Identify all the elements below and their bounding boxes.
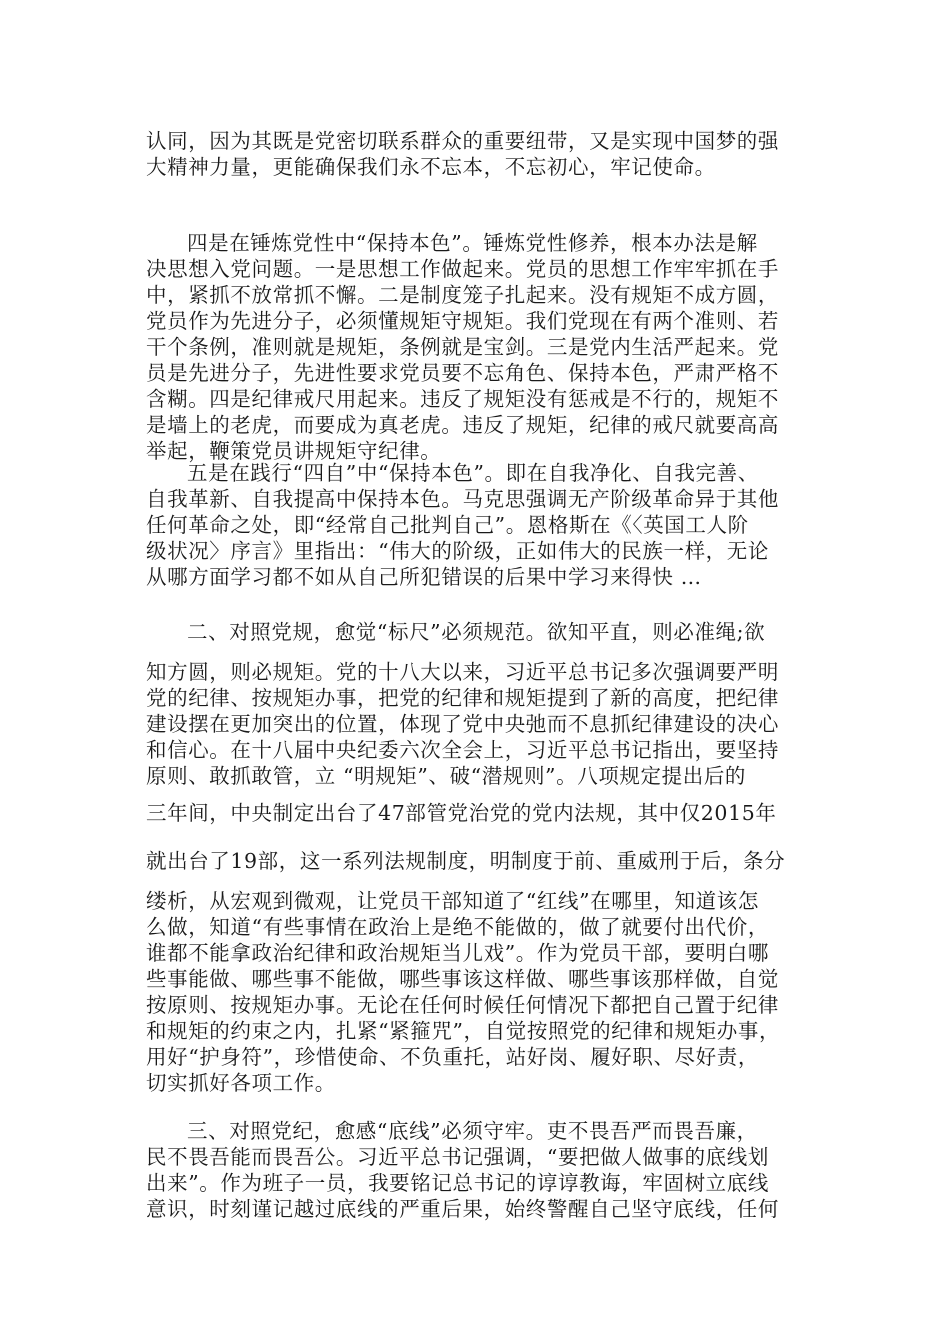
- section-two-line-nineteen: [146, 848, 806, 874]
- text-line: 民不畏吾能而畏吾公。习近平总书记强调，“要把做人做事的底线划: [146, 1145, 769, 1169]
- text-line: 和规矩的约束之内，扎紧“紧箍咒”，自觉按照党的纪律和规矩办事，: [146, 1019, 781, 1043]
- text-line: 意识，时刻谨记越过底线的严重后果，始终警醒自己坚守底线，任何: [146, 1197, 779, 1221]
- paragraph-five-four-self: [146, 460, 806, 590]
- text-line: 谁都不能拿政治纪律和政治规矩当儿戏”。作为党员干部，要明白哪: [146, 941, 769, 965]
- text-line: 按原则、按规矩办事。无论在任何时候任何情况下都把自己置于纪律: [146, 993, 779, 1017]
- text-line: 是墙上的老虎，而要成为真老虎。违反了规矩，纪律的戒尺就要高高: [146, 413, 779, 437]
- text-line: 就出台了19部，这一系列法规制度，明制度于前、重威刑于后，条分: [146, 849, 786, 873]
- text-line: 原则、敢抓敢管，立 “明规矩”、破“潜规则”。八项规定提出后的: [146, 764, 747, 788]
- text-line: 含糊。四是纪律戒尺用起来。违反了规矩没有惩戒是不行的，规矩不: [146, 387, 779, 411]
- text-line: 党员作为先进分子，必须懂规矩守规矩。我们党现在有两个准则、若: [146, 309, 779, 333]
- text-line: 干个条例，准则就是规矩，条例就是宝剑。三是党内生活严起来。党: [146, 335, 779, 359]
- text-line: 用好“护身符”，珍惜使命、不负重托，站好岗、履好职、尽好责，: [146, 1045, 759, 1069]
- text-line: 任何革命之处，即“经常自己批判自己”。恩格斯在《〈英国工人阶: [146, 513, 749, 537]
- text-line: 么做，知道“有些事情在政治上是绝不能做的，做了就要付出代价，: [146, 915, 769, 939]
- text-line: 五是在践行“四自”中“保持本色”。即在自我净化、自我完善、: [187, 461, 759, 485]
- text-line: 些事能做、哪些事不能做，哪些事该这样做、哪些事该那样做，自觉: [146, 967, 779, 991]
- text-line: 员是先进分子，先进性要求党员要不忘角色、保持本色，严肃严格不: [146, 361, 779, 385]
- text-line: 举起，鞭策党员讲规矩守纪律。: [146, 439, 442, 463]
- text-line: 决思想入党问题。一是思想工作做起来。党员的思想工作牢牢抓在手: [146, 257, 779, 281]
- section-two-continued: [146, 888, 806, 1096]
- text-line: 级状况〉序言》里指出：“伟大的阶级，正如伟大的民族一样，无论: [146, 539, 769, 563]
- paragraph-continuation: [146, 128, 806, 180]
- text-line: 认同，因为其既是党密切联系群众的重要纽带，又是实现中国梦的强: [146, 129, 779, 153]
- text-line: 出来”。作为班子一员，我要铭记总书记的谆谆教诲，牢固树立底线: [146, 1171, 769, 1195]
- text-line: 建设摆在更加突出的位置，体现了党中央弛而不息抓纪律建设的决心: [146, 712, 779, 736]
- paragraph-four-keep-character: [146, 230, 806, 464]
- section-two-line-regulations: [146, 800, 806, 826]
- text-line: 自我革新、自我提高中保持本色。马克思强调无产阶级革命异于其他: [146, 487, 779, 511]
- text-line: 切实抓好各项工作。: [146, 1071, 336, 1095]
- text-line: 党的纪律、按规矩办事，把党的纪律和规矩提到了新的高度，把纪律: [146, 686, 779, 710]
- section-three: [146, 1118, 806, 1222]
- text-line: 从哪方面学习都不如从自己所犯错误的后果中学习来得快 …: [146, 565, 702, 589]
- text-line: 中，紧抓不放常抓不懈。二是制度笼子扎起来。没有规矩不成方圆，: [146, 283, 779, 307]
- text-line: 四是在锤炼党性中“保持本色”。锤炼党性修养，根本办法是解: [187, 231, 758, 255]
- text-line: 三、对照党纪，愈感“底线”必须守牢。吏不畏吾严而畏吾廉，: [187, 1119, 758, 1143]
- section-two-body: [146, 659, 806, 789]
- text-line: 和信心。在十八届中央纪委六次全会上，习近平总书记指出，要坚持: [146, 738, 779, 762]
- text-line: 缕析，从宏观到微观，让党员干部知道了“红线”在哪里，知道该怎: [146, 889, 759, 913]
- text-line: 二、对照党规，愈觉“标尺”必须规范。欲知平直，则必准绳;欲: [187, 620, 766, 644]
- text-line: 知方圆，则必规矩。党的十八大以来，习近平总书记多次强调要严明: [146, 660, 779, 684]
- text-line: 三年间，中央制定出台了47部管党治党的党内法规，其中仅2015年: [146, 801, 777, 825]
- section-two-heading-line: [146, 619, 806, 645]
- text-line: 大精神力量，更能确保我们永不忘本，不忘初心，牢记使命。: [146, 155, 716, 179]
